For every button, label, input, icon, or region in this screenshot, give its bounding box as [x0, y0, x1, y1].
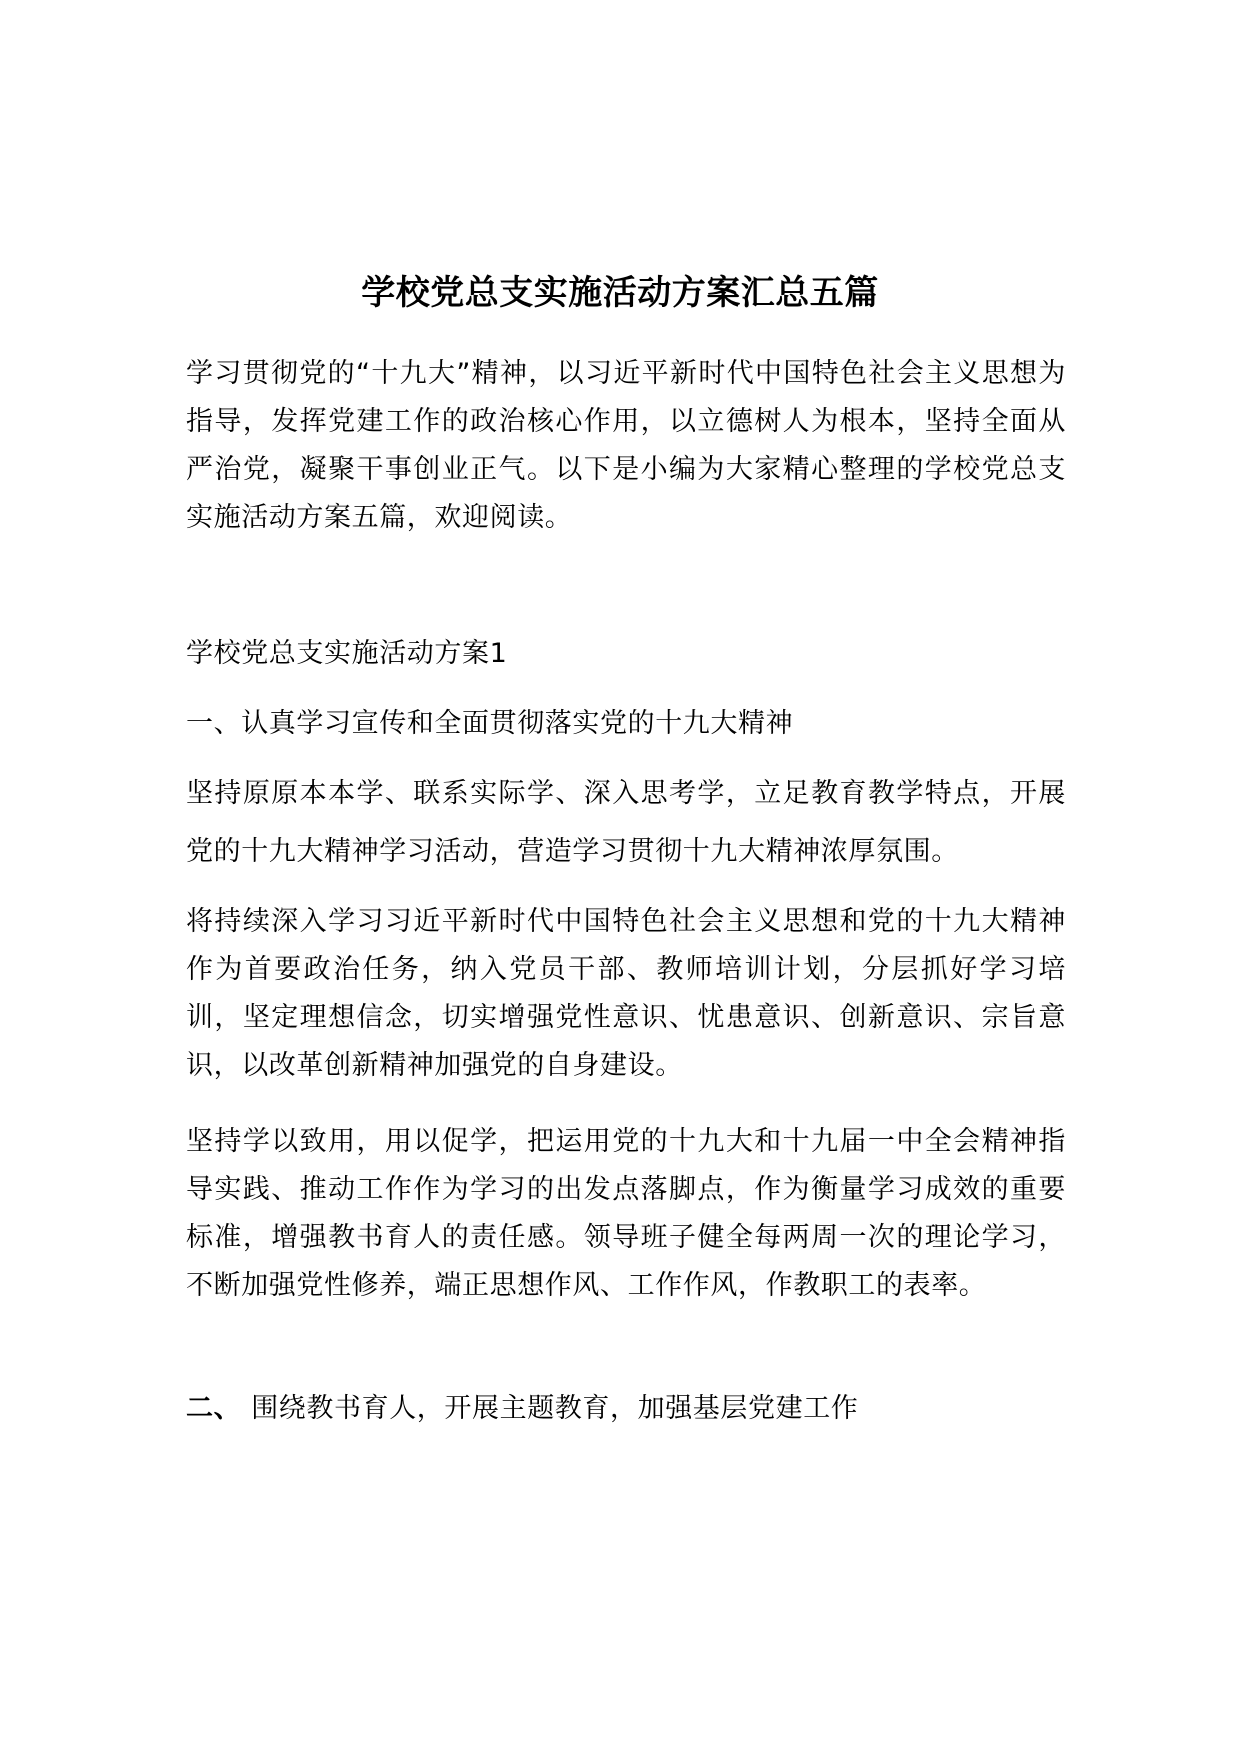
paragraph-one: 坚持原原本本学、联系实际学、深入思考学，立足教育教学特点，开展党的十九大精神学习活动，营造学习贯彻十九大精神浓厚氛围。 — [186, 778, 1066, 867]
heading-two-number: 二、 — [186, 1393, 242, 1424]
intro-paragraph: 学习贯彻党的“十九大”精神，以习近平新时代中国特色社会主义思想为指导，发挥党建工作的政治核心作用，以立德树人为根本，坚持全面从严治党，凝聚干事创业正气。以下是小编为大家精心整理的学校党总支实施活动方案五篇，欢迎阅读。 — [186, 358, 1066, 533]
section-title: 学校党总支实施活动方案1 — [186, 638, 508, 669]
paragraph-three: 坚持学以致用，用以促学，把运用党的十九大和十九届一中全会精神指导实践、推动工作作为学习的出发点落脚点，作为衡量学习成效的重要标准，增强教书育人的责任感。领导班子健全每两周一次的理论学习，不断加强党性修养，端正思想作风、工作作风，作教职工的表率。 — [186, 1126, 1066, 1301]
heading-one: 一、认真学习宣传和全面贯彻落实党的十九大精神 — [186, 708, 794, 739]
heading-two-text: 围绕教书育人，开展主题教育，加强基层党建工作 — [251, 1393, 859, 1424]
document-title: 学校党总支实施活动方案汇总五篇 — [361, 273, 879, 313]
paragraph-two: 将持续深入学习习近平新时代中国特色社会主义思想和党的十九大精神作为首要政治任务，纳入党员干部、教师培训计划，分层抓好学习培训，坚定理想信念，切实增强党性意识、忧患意识、创新意识、宗旨意识，以改革创新精神加强党的自身建设。 — [186, 906, 1066, 1081]
heading-two — [186, 1385, 1066, 1433]
